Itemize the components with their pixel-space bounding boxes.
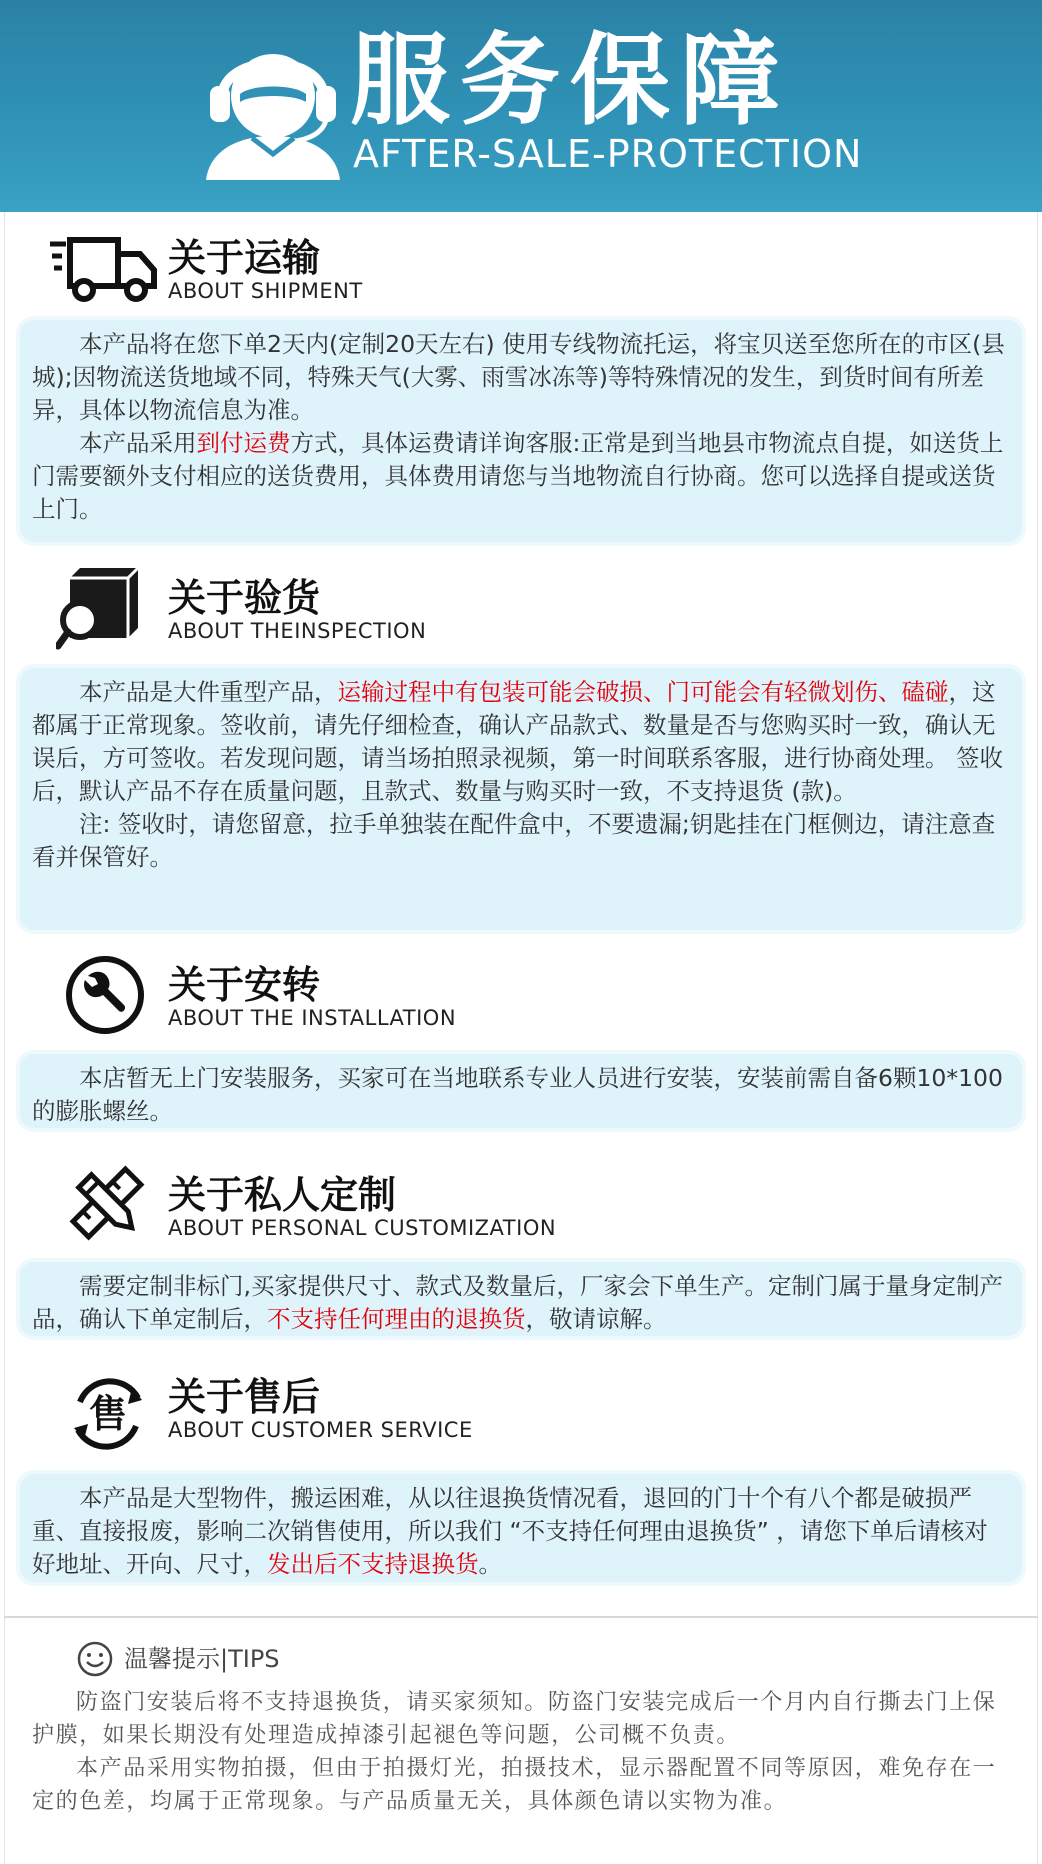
- service-text: 本产品是大型物件，搬运困难，从以往退换货情况看，退回的门十个有八个都是破损严重、直接报废，影响二次销售使用，所以我们 “不支持任何理由退换货” ，请您下单后请核对好地址、开向、尺寸，: [32, 1484, 988, 1578]
- section-subtitle-shipment: ABOUT SHIPMENT: [168, 279, 363, 303]
- ruler-pencil-icon: [66, 1162, 148, 1244]
- inspection-paragraph-1: [32, 676, 1010, 808]
- tips-title: 温馨提示|TIPS: [124, 1645, 280, 1673]
- after-sale-badge-text: 售: [88, 1392, 127, 1436]
- section-title-shipment: 关于运输: [168, 236, 321, 280]
- after-sale-cycle-icon: [66, 1372, 150, 1456]
- tips-paragraph-2: 本产品采用实物拍摄，但由于拍摄灯光，拍摄技术，显示器配置不同等原因，难免存在一定的色差，均属于正常现象。与产品质量无关，具体颜色请以实物为准。: [32, 1756, 997, 1814]
- page-title: 服务保障: [350, 22, 790, 139]
- service-paragraph: [32, 1482, 1010, 1581]
- section-title-inspection: 关于验货: [168, 576, 321, 620]
- installation-info-box: [20, 1054, 1022, 1128]
- service-info-box: [20, 1474, 1022, 1582]
- shipment-paragraph-2: [32, 427, 1010, 526]
- customization-highlight: 不支持任何理由的退换货: [267, 1305, 526, 1333]
- section-subtitle-installation: ABOUT THE INSTALLATION: [168, 1006, 457, 1030]
- customization-text-2: ，敬请谅解。: [525, 1305, 667, 1333]
- service-text-2: 。: [478, 1550, 502, 1578]
- wrench-icon: [64, 954, 146, 1036]
- header-banner: [0, 0, 1042, 212]
- customization-text: 需要定制非标门,买家提供尺寸、款式及数量后，厂家会下单生产。定制门属于量身定制产品，确认下单定制后，: [32, 1272, 1003, 1333]
- box-magnifier-icon: [56, 566, 146, 654]
- tips-content: [32, 1686, 1014, 1818]
- shipment-text: 本产品采用: [79, 429, 197, 457]
- service-highlight: 发出后不支持退换货: [267, 1550, 479, 1578]
- shipment-text-2: 方式，具体运费请详询客服:正常是到当地县市物流点自提，如送货上门需要额外支付相应的送货费用，具体费用请您与当地物流自行协商。您可以选择自提或送货上门。: [32, 429, 1004, 523]
- smile-icon: [76, 1640, 114, 1678]
- inspection-notice: 注: 签收时，请您留意，拉手单独装在配件盒中，不要遗漏;钥匙挂在门框侧边，请注意查看并保管好。: [32, 810, 996, 871]
- installation-paragraph: 本店暂无上门安装服务，买家可在当地联系专业人员进行安装，安装前需自备6颗10*100的膨胀螺丝。: [32, 1064, 1003, 1125]
- inspection-text-2: ，这都属于正常现象。签收前，请先仔细检查，确认产品款式、数量是否与您购买时一致，确认无误后，方可签收。若发现问题，请当场拍照录视频，第一时间联系客服，进行协商处理。 签收后，默认产品不存在质量问题，且款式、数量与购买时一致，不支持退货 (款)。: [32, 678, 1003, 805]
- section-subtitle-inspection: ABOUT THEINSPECTION: [168, 619, 427, 643]
- customer-service-headset-icon: [202, 32, 344, 180]
- shipment-paragraph-1: 本产品将在您下单2天内(定制20天左右) 使用专线物流托运，将宝贝送至您所在的市区(县城);因物流送货地域不同，特殊天气(大雾、雨雪冰冻等)等特殊情况的发生，到货时间有所差异，具体以物流信息为准。: [32, 330, 1005, 424]
- section-title-service: 关于售后: [168, 1375, 321, 1419]
- page-subtitle: AFTER-SALE-PROTECTION: [353, 132, 863, 176]
- section-subtitle-customization: ABOUT PERSONAL CUSTOMIZATION: [168, 1216, 557, 1240]
- section-title-customization: 关于私人定制: [168, 1173, 397, 1217]
- section-subtitle-service: ABOUT CUSTOMER SERVICE: [168, 1418, 473, 1442]
- truck-icon: [50, 236, 160, 302]
- inspection-info-box: [20, 668, 1022, 930]
- tips-paragraph-1: 防盗门安装后将不支持退换货，请买家须知。防盗门安装完成后一个月内自行撕去门上保护膜，如果长期没有处理造成掉漆引起褪色等问题，公司概不负责。: [32, 1690, 997, 1748]
- shipment-highlight: 到付运费: [196, 429, 291, 457]
- inspection-text: 本产品是大件重型产品，: [79, 678, 338, 706]
- customization-paragraph: [32, 1270, 1010, 1336]
- shipment-info-box: [20, 320, 1022, 542]
- customization-info-box: [20, 1262, 1022, 1336]
- divider: [4, 1616, 1038, 1618]
- section-title-installation: 关于安转: [168, 963, 321, 1007]
- inspection-highlight: 运输过程中有包装可能会破损、门可能会有轻微划伤、磕碰: [337, 678, 949, 706]
